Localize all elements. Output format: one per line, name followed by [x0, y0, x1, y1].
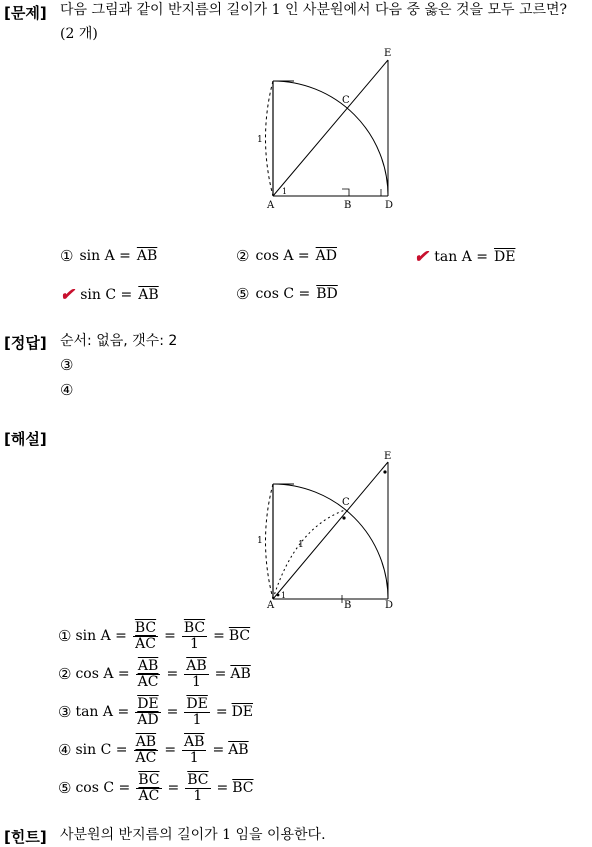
check-mark-icon: ✔	[414, 247, 429, 267]
fig-label-C: C	[342, 95, 350, 106]
check-mark-icon: ✔	[60, 285, 75, 305]
explanation-label: [해설]	[4, 430, 47, 448]
eq4-lhs: sin C =	[75, 742, 128, 758]
answer-info: 순서: 없음, 갯수: 2	[60, 333, 178, 349]
equation-3: ③ tan A = $\frac{\overline{DE}}{AD}$ = $\frac{\overline{DE}}{1}$ = $\overline{DE}$	[58, 695, 254, 728]
fig2-label-E: E	[384, 451, 392, 462]
fig-label-side-1: 1	[257, 135, 263, 145]
choice-2-lhs: cos A =	[255, 248, 310, 264]
fig2-label-C: C	[342, 497, 350, 508]
choice-5-number: ⑤	[236, 285, 250, 303]
fig2-label-radius-1: 1	[298, 540, 304, 550]
equation-5: ⑤ cos C = $\frac{\overline{BC}}{AC}$ = $\frac{\overline{BC}}{1}$ = $\overline{BC}$	[58, 771, 254, 804]
equation-4: ④ sin C = $\frac{\overline{AB}}{AC}$ = $\frac{\overline{AB}}{1}$ = $\overline{AB}$	[58, 733, 249, 766]
choice-3[interactable]	[414, 247, 515, 267]
fig2-label-angle-1: 1	[281, 591, 287, 600]
choice-2-rhs: $\overline{AD}$	[315, 248, 337, 264]
fig-label-A: A	[267, 200, 275, 211]
fig2-label-A: A	[267, 600, 275, 611]
eq5-number: ⑤	[58, 779, 72, 797]
fig2-label-B: B	[344, 600, 352, 611]
answer-label: [정답]	[4, 334, 47, 352]
choice-1-lhs: sin A =	[79, 248, 131, 264]
equation-2: ② cos A = $\frac{\overline{AB}}{AC}$ = $\frac{\overline{AB}}{1}$ = $\overline{AB}$	[58, 657, 251, 690]
fig-label-angle-1: 1	[282, 187, 288, 196]
eq1-lhs: sin A =	[75, 628, 127, 644]
choice-5-rhs: $\overline{BD}$	[316, 286, 338, 302]
answer-item-1: ③	[60, 356, 74, 374]
eq3-lhs: tan A =	[75, 704, 130, 720]
problem-text-line1: 다음 그림과 같이 반지름의 길이가 1 인 사분원에서 다음 중 옳은 것을 모두 고르면?	[60, 2, 568, 18]
problem-label: [문제]	[4, 4, 47, 22]
eq3-number: ③	[58, 703, 72, 721]
choice-4-rhs: $\overline{AB}$	[138, 287, 159, 303]
choice-1[interactable]	[60, 247, 157, 265]
explanation-figure	[250, 448, 410, 614]
fig2-label-side-1: 1	[257, 536, 263, 546]
choice-4-lhs: sin C =	[80, 287, 133, 303]
choice-1-rhs: $\overline{AB}$	[136, 248, 158, 264]
problem-text-line2: (2 개)	[60, 26, 98, 42]
choice-3-rhs: $\overline{DE}$	[493, 249, 516, 265]
eq4-number: ④	[58, 741, 72, 759]
problem-figure	[250, 44, 410, 214]
fig-label-D: D	[385, 200, 394, 211]
equation-1: ① sin A = $\frac{\overline{BC}}{AC}$ = $\frac{\overline{BC}}{1}$ = $\overline{BC}$	[58, 619, 251, 652]
fig-label-B: B	[344, 200, 352, 211]
eq1-number: ①	[58, 627, 72, 645]
choice-3-lhs: tan A =	[434, 249, 488, 265]
answer-item-2: ④	[60, 381, 74, 399]
eq2-number: ②	[58, 665, 72, 683]
choice-1-number: ①	[60, 247, 74, 265]
fig2-label-D: D	[385, 600, 394, 611]
choice-5-lhs: cos C =	[255, 286, 311, 302]
choice-5[interactable]	[236, 285, 338, 303]
hint-text: 사분원의 반지름의 길이가 1 임을 이용한다.	[60, 827, 326, 843]
choice-2-number: ②	[236, 247, 250, 265]
choice-4[interactable]	[60, 285, 159, 305]
eq5-lhs: cos C =	[75, 780, 131, 796]
fig-label-E: E	[384, 48, 392, 59]
eq2-lhs: cos A =	[75, 666, 130, 682]
explanation-equations	[58, 617, 254, 807]
hint-label: [힌트]	[4, 828, 47, 846]
choice-2[interactable]	[236, 247, 337, 265]
